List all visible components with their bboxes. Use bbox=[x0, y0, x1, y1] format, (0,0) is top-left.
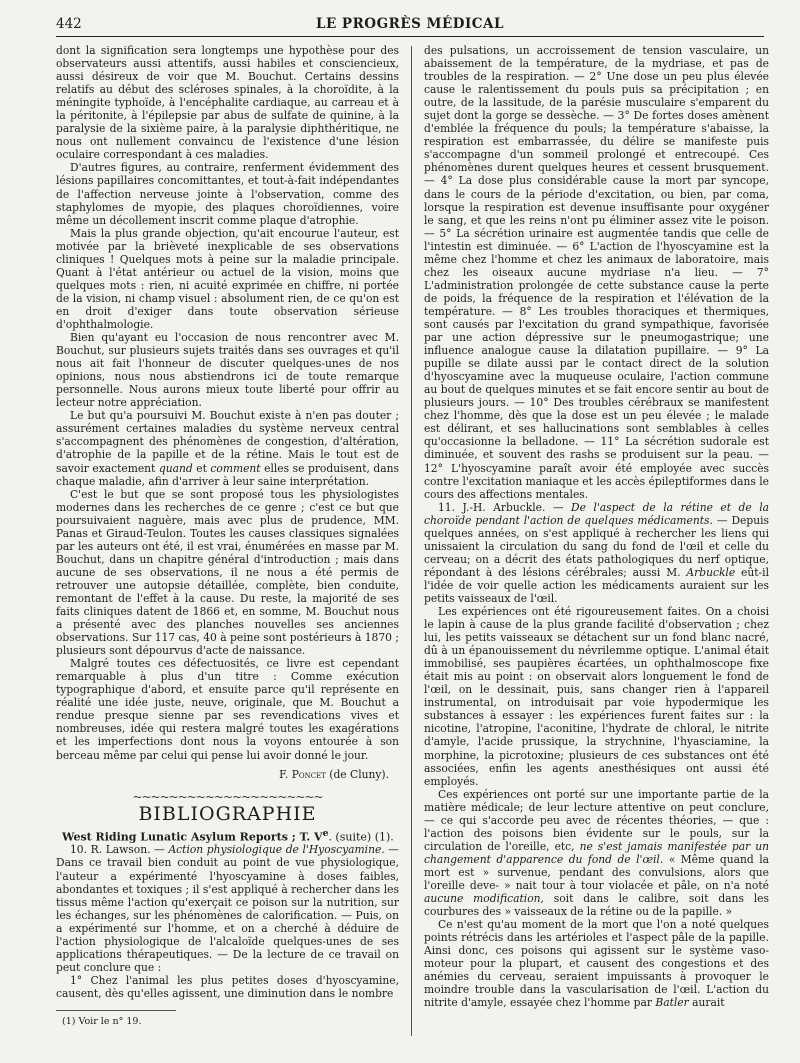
paragraph: dont la signification sera longtemps une hypothèse pour des observateurs aussi attentifs, aussi habiles et consciencieux, aussi désireux de voir que M. Bouchut. Certains dessins relatifs au début des scléroses spinales, à la choroïdite, à la méningite typhoïde, à l'encéphalite cardiaque, au carreau et à la péritonite, à l'épilepsie par abus de sulfate de quinine, à la paralysie de la sixième paire, à la paralysie diphthéritique, ne nous ont nullement convaincu de l'existence d'une lésion oculaire correspondant à ces maladies. bbox=[56, 44, 399, 162]
author-place: (de Cluny). bbox=[325, 767, 389, 781]
text-run: Le but qu'a poursuivi M. Bouchut existe à n'en pas douter ; assurément certaines maladies du système nerveux central s'accompagnent des phénomènes de congestion, d'altération, d'atrophie de la papille et de la rétine. Mais le tout est de savoir exactement bbox=[56, 409, 399, 475]
italic-term: quand bbox=[158, 461, 193, 475]
paragraph: Mais la plus grande objection, qu'ait encourue l'auteur, est motivée par la brièveté inexplicable de ses observations cliniques ! Quelques mots à peine sur la maladie principale. Quant à l'état antérieur ou actuel de la vision, moins que quelques mots : rien, ni acuité exprimée en chiffre, ni portée de la vision, ni champ visuel : absolument rien, de ce qu'on est en droit d'exiger dans toute observation sérieuse d'ophthalmologie. bbox=[56, 226, 399, 331]
paragraph bbox=[56, 409, 399, 487]
text-run: « Même quand la mort est » survenue, pendant des convulsions, alors que l'oreille deve- » nait tour à tour violacée et pâle, on n'a noté bbox=[424, 852, 769, 892]
text-run: , soit dans le calibre, soit dans les courbures des » vaisseaux de la rétine ou de la papille. » bbox=[424, 892, 769, 919]
paragraph: Malgré toutes ces défectuosités, ce livre est cependant remarquable à plus d'un titre : Comme exécution typographique d'abord, et ensuite parce qu'il représente en réalité une idée juste, neuve, originale, que M. Bouchut a rendue presque sienne par ses revendications vives et nombreuses, idée qui restera malgré toutes les exagérations et les imperfections dont nous la voyons entourée à son berceau même par celui qui pense lui avoir donné le jour. bbox=[56, 657, 399, 762]
superscript: e bbox=[322, 827, 329, 839]
text-run: . (suite) (1). bbox=[328, 830, 394, 844]
paragraph: Les expériences ont été rigoureusement faites. On a choisi le lapin à cause de la plus grande facilité d'observation ; chez lui, les petits vaisseaux se détachent sur un fond blanc nacré, dû à un épanouissement du névrilemme optique. L'animal était immobilisé, ses paupières écartées, un ophthalmoscope fixe était mis au point : on observait alors longuement le fond de l'œil, on le dessinait, puis, sans changer rien à l'appareil instrumental, on introduisait par voie hypodermique les substances à essayer : les expériences furent faites sur : la nicotine, l'atropine, l'aconitine, l'hydrate de chloral, le nitrite d'amyle, l'acide prussique, la strychnine, l'hyasciamine, la morphine, la picrotoxine; plusieurs de ces substances ont été associées, enfin les agents anesthésiques ont aussi été employés. bbox=[424, 605, 769, 788]
bibliography-entry bbox=[56, 843, 399, 973]
entry-text: — Depuis quelques années, on s'est appliqué à rechercher les liens qui unissaient la circulation du sang du fond de l'œil et celle du cerveau; on a décrit des états pathologiques du nerf optique, répondant à des lésions cérébrales; aussi M. bbox=[424, 513, 769, 579]
entry-title: Action physiologique de l'Hyoscyamine. bbox=[168, 843, 385, 857]
section-title: BIBLIOGRAPHIE bbox=[138, 802, 317, 825]
section-ornament: ~~~~~~~~~~~~~~~~~~~~~ bbox=[132, 789, 323, 804]
text-run: aurait bbox=[688, 996, 725, 1010]
italic-term: comment bbox=[210, 461, 261, 475]
footnote: (1) Voir le n° 19. bbox=[62, 1015, 142, 1027]
text-run: Ce n'est qu'au moment de la mort que l'on a noté quelques points rétrécis dans les artérioles et l'aspect pâle de la papille. Ainsi donc, ces poisons qui agissent sur le système vaso-moteur pour la plupart, et causent des congestions et des anémies du cerveau, seraient impuissants à provoquer le moindre trouble dans la vascularisation de l'œil. L'action du nitrite d'amyle, essayée chez l'homme par bbox=[424, 918, 769, 1010]
left-column bbox=[56, 44, 399, 1028]
italic-term: ne s'est jamais manifestée par un changement d'apparence du fond de l'œil. bbox=[424, 839, 770, 866]
reviewed-work-title bbox=[56, 827, 399, 844]
text-run: Ces expériences ont porté sur une importante partie de la matière médicale; de leur lecture attentive on peut conclure, — ce qui s'accorde peu avec de récentes théories, — que : l'action des poisons bien évidente sur le pouls, sur la circulation de l'oreille, etc, bbox=[424, 787, 769, 853]
column-divider bbox=[411, 46, 412, 1036]
right-column bbox=[424, 44, 769, 1009]
paragraph: C'est le but que se sont proposé tous les physiologistes modernes dans les recherches de ce genre ; c'est ce but que poursuivaient naguère, mais avec plus de prudence, MM. Panas et Giraud-Teulon. Toutes les causes classiques signalées par les auteurs ont été, il est vrai, énumérées en masse par M. Bouchut, dans un chapitre général d'introduction ; mais dans aucune de ses observations, il ne nous a été permis de retrouver une autopsie détaillée, complète, bien conduite, remontant de l'effet à la cause. Du reste, la majorité de ses faits cliniques datent de 1866 et, en somme, M. Bouchut nous a présenté avec des planches nouvelles ses anciennes observations. Sur 117 cas, 40 à peine sont postérieurs à 1870 ; plusieurs sont dépourvus d'acte de naissance. bbox=[56, 487, 399, 658]
italic-term: aucune modification bbox=[424, 892, 541, 906]
paragraph: des pulsations, un accroissement de tension vasculaire, un abaissement de la température, de la mydriase, et pas de troubles de la respiration. — 2° Une dose un peu plus élevée cause le ralentissement du pouls puis sa précipitation ; en outre, de la lassitude, de la parésie musculaire s'emparent du sujet dont la gorge se dessèche. — 3° De fortes doses amènent d'emblée la fréquence du pouls; la température s'abaisse, la respiration est embarrassée, du délire se manifeste puis s'accompagne d'un sommeil prolongé et entrecoupé. Ces phénomènes durent quelques heures et cessent brusquement. — 4° La dose plus considérable cause la mort par syncope, dans le cours de la période d'excitation, ou bien, par coma, lorsque la respiration est devenue insuffisante pour oxygéner le sang, et que les reins n'ont pu éliminer assez vite le poison. — 5° La sécrétion urinaire est augmentée tandis que celle de l'intestin est diminuée. — 6° L'action de l'hyoscyamine est la même chez l'homme et chez les animaux de laboratoire, mais chez les oiseaux aucune mydriase n'a lieu. — 7° L'administration prolongée de cette substance cause la perte de poids, la fréquence de la respiration et l'élévation de la température. — 8° Les troubles thoraciques et thermiques, sont causés par l'excitation du grand sympathique, favorisée par une action dépressive sur le pneumogastrique; une influence analogue cause la dilatation pupillaire. — 9° La pupille se dilate aussi par le contact direct de la solution d'hyoscyamine avec la muqueuse oculaire, l'action commune au bout de quelques minutes et se fait encore sentir au bout de plusieurs jours. — 10° Des troubles cérébraux se manifestent chez l'homme, dès que la dose est un peu élevée ; le malade est délirant, et ses hallucinations sont semblables à celles qu'occasionne la belladone. — 11° La sécrétion sudorale est diminuée, et souvent des rashs se produisent sur la peau. — 12° L'hyoscyamine paraît avoir été employée avec succès contre l'excitation maniaque et les accès épileptiformes dans le cours des affections mentales. bbox=[424, 44, 769, 501]
paragraph bbox=[424, 918, 769, 1009]
entry-text: eût-il l'idée de voir quelle action les médicaments auraient sur les petits vaisseaux de l'œil. bbox=[424, 565, 769, 605]
author-name: F. Poncet bbox=[279, 767, 326, 781]
paragraph bbox=[424, 788, 769, 918]
paragraph: Bien qu'ayant eu l'occasion de nous rencontrer avec M. Bouchut, sur plusieurs sujets traités dans ses ouvrages et qu'il nous ait fait l'honneur de discuter quelques-unes de nos opinions, nous nous abstiendrons ici de toute remarque personnelle. Nous aurons mieux toute liberté pour offrir au lecteur notre appréciation. bbox=[56, 331, 399, 410]
footnote-rule bbox=[56, 1010, 176, 1011]
signature bbox=[56, 768, 399, 781]
paragraph: 1° Chez l'animal les plus petites doses d'hyoscyamine, causent, dès qu'elles agissent, une diminution dans le nombre bbox=[56, 973, 399, 1000]
entry-text: — Dans ce travail bien conduit au point de vue physiologique, l'auteur a expérimenté l'hyoscyamine à doses faibles, abondantes et toxiques ; il s'est appliqué à rechercher dans les tissus même l'action qu'exerçait ce poison sur la nutrition, sur les échanges, sur les phénomènes de calorification. — Puis, on a expérimenté sur l'homme, et on a cherché à déduire de l'action physiologique de l'alcaloïde quelques-unes de ses applications thérapeutiques. — De la lecture de ce travail on peut conclure que : bbox=[56, 843, 399, 974]
text-run: West Riding Lunatic Asylum Reports ; T. V bbox=[62, 830, 323, 844]
italic-term: Arbuckle bbox=[686, 565, 736, 579]
paragraph: D'autres figures, au contraire, renferment évidemment des lésions papillaires concomittantes, et tout-à-fait indépendantes de l'affection nerveuse jointe à l'observation, comme des staphylomes de myopie, des plaques choroïdiennes, voire même un décollement inscrit comme plaque d'atrophie. bbox=[56, 161, 399, 227]
entry-title: De l'aspect de la rétine et de la choroïde pendant l'action de quelques médicaments. bbox=[424, 500, 769, 527]
journal-title: LE PROGRÈS MÉDICAL bbox=[315, 16, 505, 32]
entry-author: 11. J.-H. Arbuckle. — bbox=[438, 500, 572, 514]
bibliography-entry bbox=[424, 501, 769, 605]
italic-term: Batler bbox=[655, 996, 689, 1010]
entry-author: 10. R. Lawson. — bbox=[70, 843, 169, 857]
text-run: elles se produisent, dans chaque maladie, afin d'arriver à leur saine interprétation. bbox=[56, 461, 399, 488]
text-run: et bbox=[192, 461, 211, 475]
page-number: 442 bbox=[56, 16, 82, 32]
page-header bbox=[56, 14, 764, 37]
